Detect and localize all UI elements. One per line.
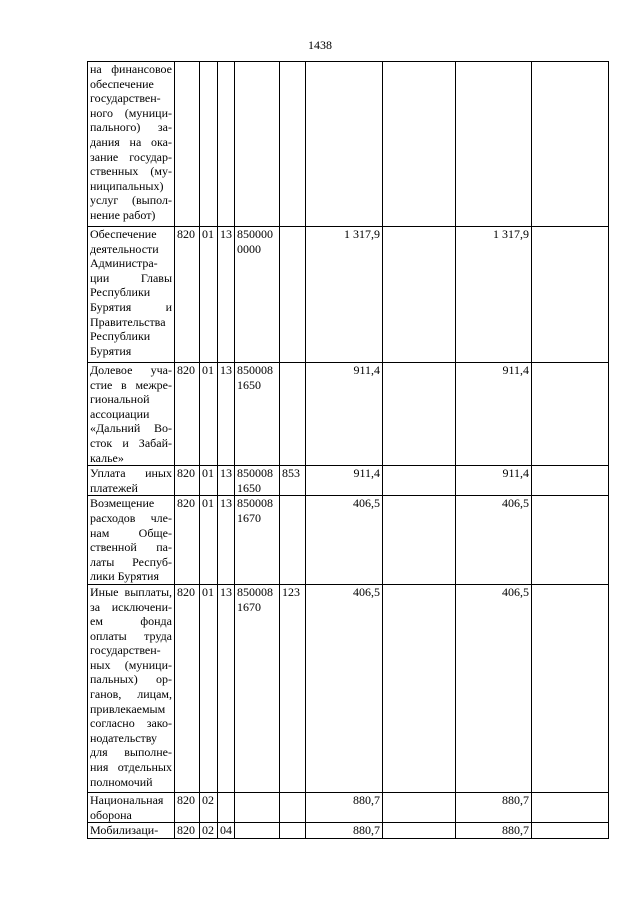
section-code-cell: [200, 62, 218, 227]
amount-cell: [306, 62, 383, 227]
expense-code-cell: [280, 823, 306, 839]
section-code-cell: 01: [200, 363, 218, 466]
empty-cell: [383, 823, 456, 839]
table-row: [88, 496, 609, 585]
empty-cell: [383, 363, 456, 466]
ministry-code-cell: 820: [175, 823, 200, 839]
empty-cell: [532, 363, 609, 466]
row-name-cell: Мобилизаци-: [88, 823, 175, 839]
subsection-code-cell: [218, 62, 235, 227]
subsection-code-cell: [218, 792, 235, 822]
amount-cell: 880,7: [306, 792, 383, 822]
section-code-cell: 01: [200, 584, 218, 792]
section-code-cell: 01: [200, 496, 218, 585]
empty-cell: [383, 792, 456, 822]
amount-cell: 880,7: [456, 823, 532, 839]
section-code-cell: 01: [200, 466, 218, 496]
ministry-code-cell: 820: [175, 227, 200, 363]
expense-code-cell: 123: [280, 584, 306, 792]
table-row: [88, 792, 609, 822]
empty-cell: [532, 823, 609, 839]
ministry-code-cell: 820: [175, 466, 200, 496]
subsection-code-cell: 13: [218, 466, 235, 496]
amount-cell: 406,5: [306, 584, 383, 792]
section-code-cell: 02: [200, 823, 218, 839]
target-code-cell: 850008 1650: [235, 363, 280, 466]
target-code-cell: [235, 62, 280, 227]
row-name-cell: Обеспечение деятельности Администра-ции Главы Республики Бурятия и Правительства Республики Бурятия: [88, 227, 175, 363]
empty-cell: [383, 584, 456, 792]
table-row: [88, 823, 609, 839]
expense-code-cell: 853: [280, 466, 306, 496]
row-name-cell: Возмещение расходов чле-нам Обще-ственной па-латы Респуб-лики Бурятия: [88, 496, 175, 585]
row-name-cell: Долевое уча-стие в межре-гиональной ассоциации «Дальний Во-сток и Забай-калье»: [88, 363, 175, 466]
amount-cell: 406,5: [456, 496, 532, 585]
expense-code-cell: [280, 62, 306, 227]
amount-cell: 911,4: [306, 363, 383, 466]
empty-cell: [383, 496, 456, 585]
amount-cell: 1 317,9: [306, 227, 383, 363]
row-name-cell: Иные выплаты, за исключени-ем фонда оплаты труда государствен-ных (муници-пальных) ор-ганов, лицам, привлекаемым согласно зако-нодательству для выполне-ния отдельных полномочий: [88, 584, 175, 792]
amount-cell: 406,5: [456, 584, 532, 792]
amount-cell: 880,7: [456, 792, 532, 822]
expense-code-cell: [280, 496, 306, 585]
ministry-code-cell: 820: [175, 496, 200, 585]
subsection-code-cell: 04: [218, 823, 235, 839]
subsection-code-cell: 13: [218, 227, 235, 363]
empty-cell: [532, 227, 609, 363]
empty-cell: [532, 584, 609, 792]
subsection-code-cell: 13: [218, 584, 235, 792]
row-name-cell: на финансовое обеспечение государствен-ного (муници-пального) за-дания на ока-зание государ-ственных (му-ниципальных) услуг (выпол-нение работ): [88, 62, 175, 227]
amount-cell: 911,4: [456, 466, 532, 496]
expense-code-cell: [280, 792, 306, 822]
subsection-code-cell: 13: [218, 363, 235, 466]
subsection-code-cell: 13: [218, 496, 235, 585]
empty-cell: [383, 227, 456, 363]
empty-cell: [532, 792, 609, 822]
section-code-cell: 01: [200, 227, 218, 363]
target-code-cell: 850000 0000: [235, 227, 280, 363]
row-name-cell: Национальная оборона: [88, 792, 175, 822]
target-code-cell: [235, 792, 280, 822]
table-row: [88, 227, 609, 363]
ministry-code-cell: 820: [175, 792, 200, 822]
empty-cell: [532, 466, 609, 496]
row-name-cell: Уплата иных платежей: [88, 466, 175, 496]
empty-cell: [383, 62, 456, 227]
target-code-cell: 850008 1670: [235, 496, 280, 585]
expense-code-cell: [280, 363, 306, 466]
amount-cell: 911,4: [456, 363, 532, 466]
table-row: [88, 363, 609, 466]
empty-cell: [532, 62, 609, 227]
ministry-code-cell: 820: [175, 363, 200, 466]
empty-cell: [383, 466, 456, 496]
target-code-cell: 850008 1650: [235, 466, 280, 496]
target-code-cell: 850008 1670: [235, 584, 280, 792]
empty-cell: [532, 496, 609, 585]
table-row: [88, 584, 609, 792]
amount-cell: [456, 62, 532, 227]
table-row: [88, 466, 609, 496]
section-code-cell: 02: [200, 792, 218, 822]
amount-cell: 406,5: [306, 496, 383, 585]
ministry-code-cell: [175, 62, 200, 227]
page-number: 1438: [308, 38, 332, 52]
ministry-code-cell: 820: [175, 584, 200, 792]
budget-table: [87, 61, 609, 839]
amount-cell: 880,7: [306, 823, 383, 839]
table-row: [88, 62, 609, 227]
amount-cell: 911,4: [306, 466, 383, 496]
amount-cell: 1 317,9: [456, 227, 532, 363]
target-code-cell: [235, 823, 280, 839]
expense-code-cell: [280, 227, 306, 363]
